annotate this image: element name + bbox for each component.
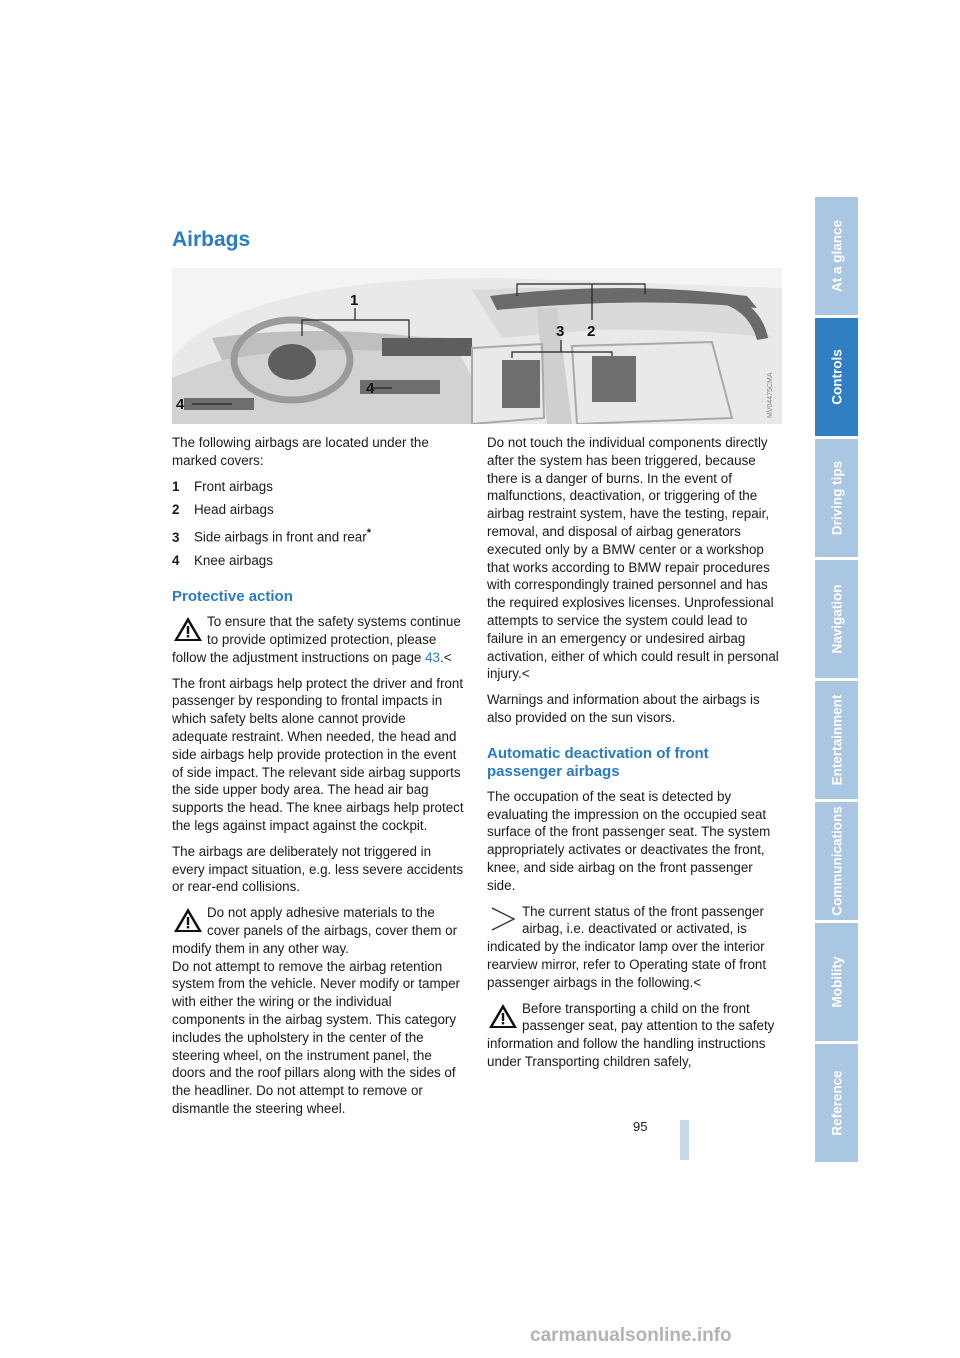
protective-paragraph-2: The airbags are deliberately not triggered in every impact situation, e.g. less severe accidents or rear-end collisions. (172, 843, 464, 895)
warning-2-part-c: Do not touch the individual components directly after the system has been triggered, because there is a danger of burns. In the event of malfunctions, deactivation, or triggering of the airbag restraint system, have the testing, repair, removal, and disposal of airbag generators executed only by a BMW center or a workshop that works according to BMW repair procedures with correspondingly trained personnel and has the required explosives licenses. Unprofessional attempts to service the system could lead to failure in an emergency or undesired airbag activation, either of which could result in personal injury.< (487, 435, 779, 682)
automatic-deactivation-heading: Automatic deactivation of front passenger airbags (487, 744, 709, 780)
tab-communications[interactable]: Communications (815, 802, 858, 920)
watermark: carmanualsonline.info (530, 1325, 732, 1346)
tab-controls[interactable]: Controls (815, 318, 858, 436)
protective-action-heading: Protective action (172, 588, 293, 606)
tab-mobility[interactable]: Mobility (815, 923, 858, 1041)
chapter-tabs (815, 197, 858, 1165)
page-title: Airbags (172, 228, 251, 251)
figure-label-3: 3 (556, 323, 565, 340)
option-star: * (366, 527, 372, 540)
tab-entertainment[interactable]: Entertainment (815, 681, 858, 799)
figure-label-1: 1 (350, 292, 359, 309)
tab-driving-tips[interactable]: Driving tips (815, 439, 858, 557)
page-link-43[interactable]: 43 (425, 649, 440, 665)
airbag-list (172, 478, 464, 571)
list-item: 3 Side airbags in front and rear* (172, 527, 372, 545)
protective-paragraph-3: Warnings and information about the airbags is also provided on the sun visors. (487, 692, 760, 725)
figure-label-2: 2 (587, 323, 596, 340)
page-number-bar (680, 1120, 689, 1160)
intro-text: The following airbags are located under the marked covers: (172, 435, 429, 468)
note-arrow-icon (488, 905, 518, 935)
protective-paragraph-1: The front airbags help protect the driver and front passenger by responding to frontal impacts in which safety belts alone cannot provide adequate restraint. When needed, the head and side airbags help provide protection in the event of side impact. The relevant side airbag supports the side upper body area. The head air bag supports the head. The knee airbags help protect the legs against impact against the cockpit. (172, 675, 464, 834)
list-item: 2 Head airbags (172, 502, 274, 518)
warning-note-3: Before transporting a child on the front passenger seat, pay attention to the safety information and follow the handling instructions under Transporting children safely, (487, 1000, 775, 1069)
page-number: 95 (633, 1119, 648, 1134)
automatic-paragraph-1: The occupation of the seat is detected by evaluating the impression on the occupied seat surface of the front passenger seat. The system appropriately activates or deactivates the front, knee, and side airbag on the front passenger side. (487, 788, 771, 893)
warning-2-continued: Do not attempt to remove the airbag retention system from the vehicle. Never modify or tamper with either the wiring or the individual components in the airbag system. This category includes the upholstery in the center of the steering wheel, on the instrument panel, the doors and the roof pillars along with the sides of the headliner. Do not attempt to remove or dismantle the steering wheel. (172, 958, 460, 1116)
tab-navigation[interactable]: Navigation (815, 560, 858, 678)
warning-note-1: To ensure that the safety systems continue to provide optimized protection, please follow the adjustment instructions on page 43.< (172, 614, 461, 665)
figure-label-4-center: 4 (366, 380, 375, 397)
warning-triangle-icon (173, 615, 203, 645)
figure-code: MV04475CMA (767, 372, 774, 418)
list-item: 4 Knee airbags (172, 553, 273, 569)
warning-triangle-icon (173, 906, 203, 936)
warning-note-2: Do not apply adhesive materials to the cover panels of the airbags, cover them or modify them in any other way. Do not attempt to remove the airbag retention system from the vehicle. Never modify or tamper with either the wiring or the individual components in the airbag system. This category includes the upholstery in the center of the steering wheel, on the instrument panel, the doors and the roof pillars along with the sides of the headliner. Do not attempt to remove or dismantle the steering wheel. (172, 904, 464, 1118)
list-item: 1 Front airbags (172, 478, 273, 494)
tab-reference[interactable]: Reference (815, 1044, 858, 1162)
left-column (172, 434, 464, 1126)
tab-at-a-glance[interactable]: At a glance (815, 197, 858, 315)
airbag-locations-illustration (172, 268, 782, 424)
figure-label-4-left: 4 (176, 396, 185, 413)
warning-triangle-icon (488, 1002, 518, 1032)
right-column (487, 434, 779, 1079)
info-note: The current status of the front passenger airbag, i.e. deactivated or activated, is indicated by the indicator lamp over the interior rearview mirror, refer to Operating state of front passenger airbags in the following.< (487, 903, 767, 990)
